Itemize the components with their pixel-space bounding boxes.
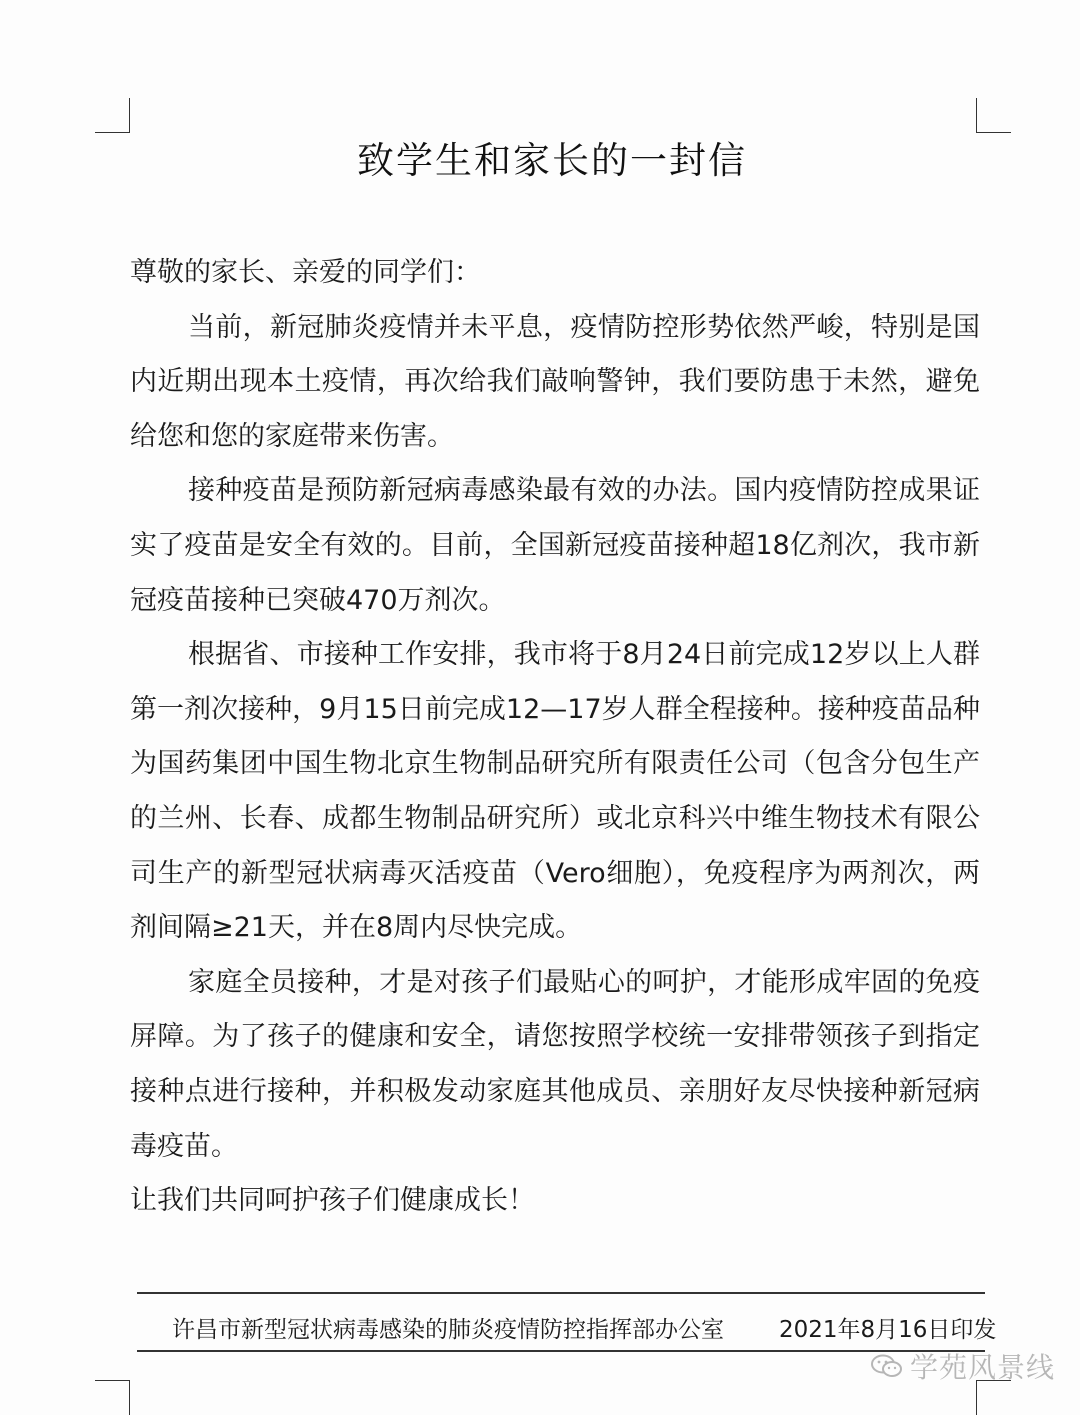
paragraph-4: 家庭全员接种，才是对孩子们最贴心的呵护，才能形成牢固的免疫屏障。为了孩子的健康和安全，请您按照学校统一安排带领孩子到指定接种点进行接种，并积极发动家庭其他成员、亲朋好友尽快接种新冠病毒疫苗。 — [130, 966, 980, 1162]
letter-body — [130, 246, 980, 1229]
crop-mark-bottom-left — [95, 1380, 130, 1415]
crop-mark-top-left — [95, 98, 130, 133]
crop-mark-top-right — [976, 98, 1011, 133]
watermark-text: 学苑风景线 — [910, 1351, 1056, 1384]
document-title: 致学生和家长的一封信 — [357, 139, 747, 182]
salutation: 尊敬的家长、亲爱的同学们： — [130, 257, 481, 288]
footer-rule-bottom — [137, 1350, 985, 1352]
wechat-icon — [870, 1354, 904, 1378]
footer-rule-top — [137, 1292, 985, 1294]
paragraph-2: 接种疫苗是预防新冠病毒感染最有效的办法。国内疫情防控成果证实了疫苗是安全有效的。目前，全国新冠疫苗接种超18亿剂次，我市新冠疫苗接种已突破470万剂次。 — [130, 475, 980, 616]
footer-issuer: 许昌市新型冠状病毒感染的肺炎疫情防控指挥部办公室 — [172, 1317, 724, 1343]
watermark — [870, 1346, 1055, 1386]
closing-line: 让我们共同呵护孩子们健康成长！ — [130, 1185, 535, 1217]
paragraph-3: 根据省、市接种工作安排，我市将于8月24日前完成12岁以上人群第一剂次接种，9月15日前完成12—17岁人群全程接种。接种疫苗品种为国药集团中国生物北京生物制品研究所有限责任公司（包含分包生产的兰州、长春、成都生物制品研究所）或北京科兴中维生物技术有限公司生产的新型冠状病毒灭活疫苗（Vero细胞），免疫程序为两剂次，两剂间隔≥21天，并在8周内尽快完成。 — [130, 639, 980, 944]
paragraph-1: 当前，新冠肺炎疫情并未平息，疫情防控形势依然严峻，特别是国内近期出现本土疫情，再次给我们敲响警钟，我们要防患于未然，避免给您和您的家庭带来伤害。 — [130, 311, 980, 452]
footer-date: 2021年8月16日印发 — [779, 1317, 997, 1343]
